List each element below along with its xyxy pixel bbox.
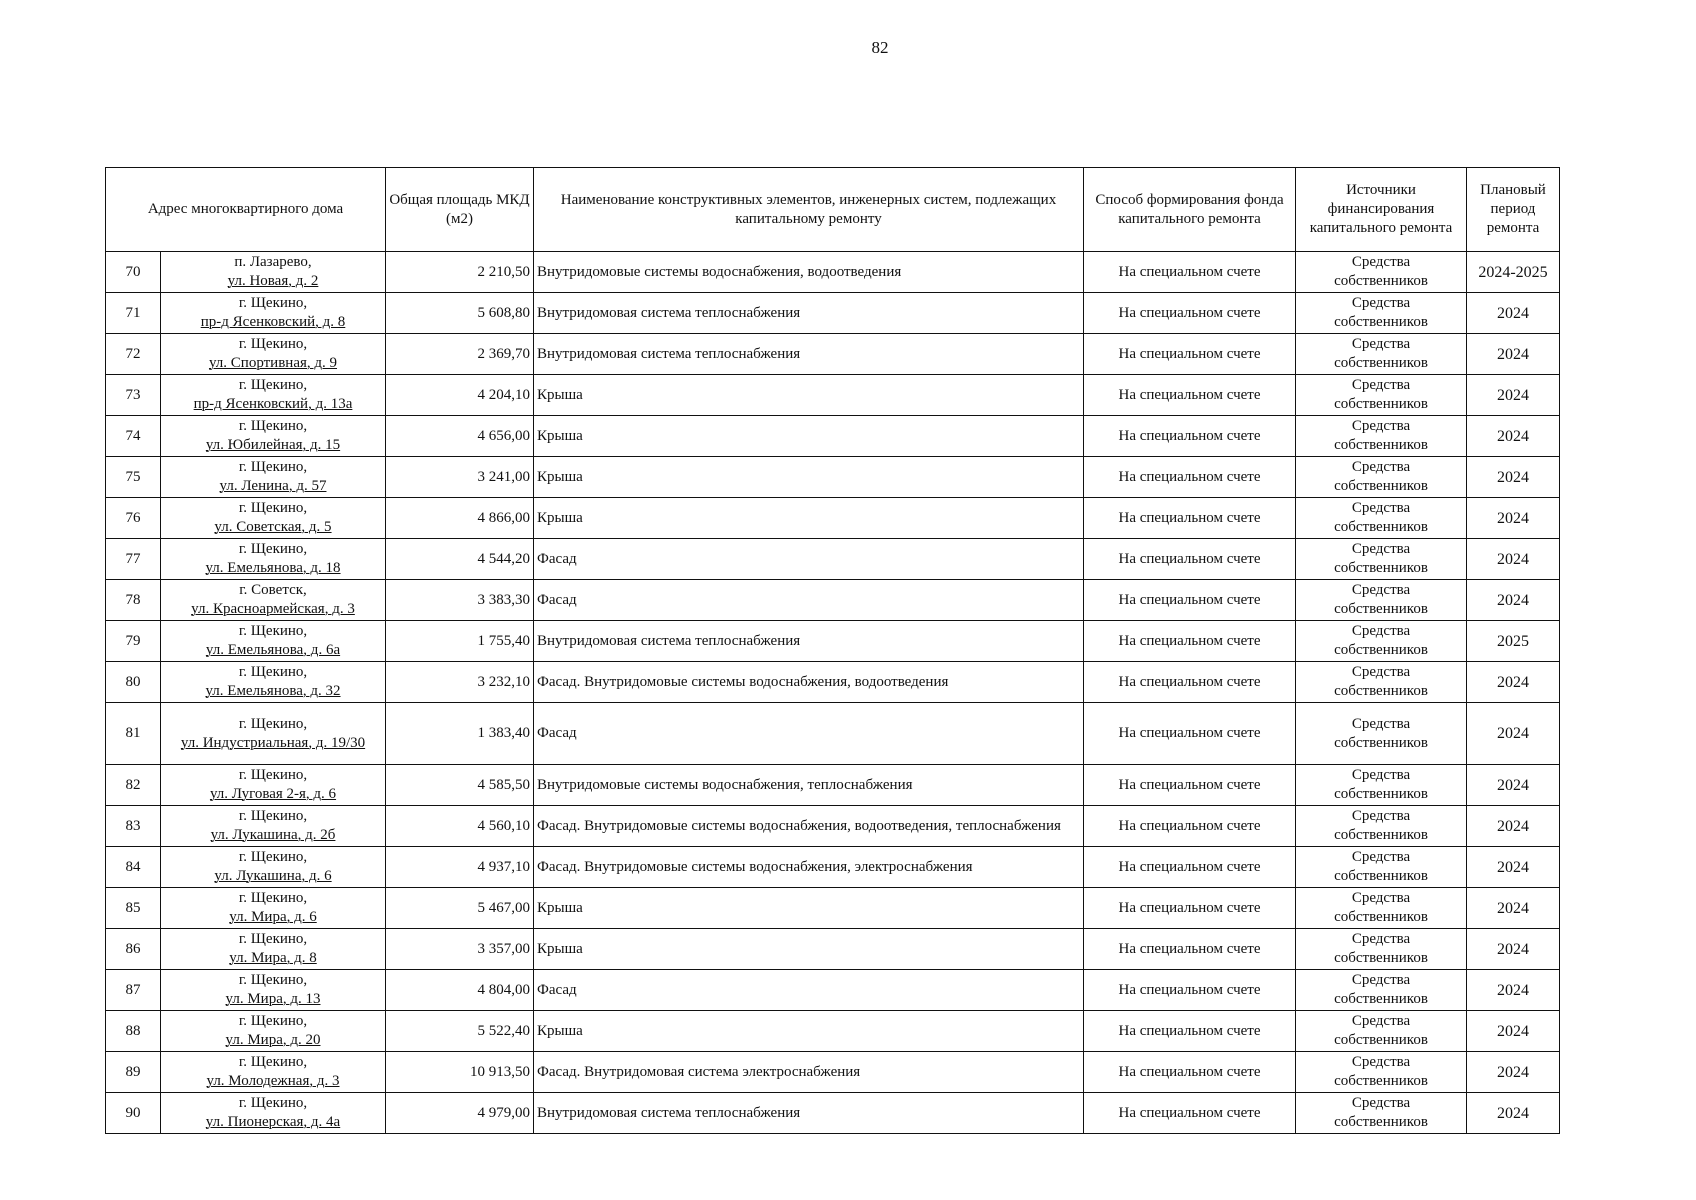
row-number: 89 (106, 1052, 161, 1093)
source-line-1: Средства (1351, 767, 1411, 783)
period-cell: 2024 (1467, 498, 1560, 539)
address-city: г. Щекино, (238, 715, 308, 732)
source-line-1: Средства (1351, 890, 1411, 906)
address-cell (161, 539, 386, 580)
elements-cell: Внутридомовая система теплоснабжения (534, 293, 1084, 334)
source-line-1: Средства (1351, 582, 1411, 598)
period-cell: 2024 (1467, 847, 1560, 888)
source-line-2: собственников (1334, 601, 1428, 617)
source-line-2: собственников (1334, 396, 1428, 412)
period-cell: 2024 (1467, 293, 1560, 334)
address-city: г. Щекино, (238, 849, 308, 865)
method-cell: На специальном счете (1084, 621, 1296, 662)
source-cell (1296, 765, 1467, 806)
source-line-2: собственников (1334, 950, 1428, 966)
address-street: ул. Спортивная, д. 9 (208, 355, 338, 371)
address-street: ул. Лукашина, д. 6 (214, 868, 332, 884)
source-cell (1296, 1093, 1467, 1134)
address-cell (161, 1052, 386, 1093)
source-line-1: Средства (1351, 336, 1411, 352)
period-cell: 2024 (1467, 457, 1560, 498)
period-cell: 2024 (1467, 929, 1560, 970)
address-cell (161, 580, 386, 621)
address-cell (161, 293, 386, 334)
source-cell (1296, 929, 1467, 970)
method-cell: На специальном счете (1084, 847, 1296, 888)
method-cell: На специальном счете (1084, 252, 1296, 293)
header-method: Способ формирования фонда капитального ремонта (1084, 168, 1296, 252)
source-line-2: собственников (1334, 478, 1428, 494)
address-city: г. Щекино, (238, 459, 308, 475)
table-row (106, 662, 1560, 703)
address-street: пр-д Ясенковский, д. 13а (193, 396, 353, 412)
row-number: 84 (106, 847, 161, 888)
period-cell: 2024 (1467, 703, 1560, 765)
address-city: г. Щекино, (238, 500, 308, 516)
row-number: 87 (106, 970, 161, 1011)
address-street: пр-д Ясенковский, д. 8 (200, 314, 346, 330)
address-city: г. Щекино, (238, 931, 308, 947)
source-cell (1296, 498, 1467, 539)
address-street: ул. Новая, д. 2 (227, 273, 319, 289)
source-line-2: собственников (1334, 786, 1428, 802)
row-number: 90 (106, 1093, 161, 1134)
address-cell (161, 970, 386, 1011)
period-cell: 2024 (1467, 662, 1560, 703)
address-city: г. Щекино, (238, 1054, 308, 1070)
row-number: 70 (106, 252, 161, 293)
area-cell: 1 755,40 (386, 621, 534, 662)
period-cell: 2024 (1467, 580, 1560, 621)
row-number: 77 (106, 539, 161, 580)
elements-cell: Крыша (534, 416, 1084, 457)
method-cell: На специальном счете (1084, 1052, 1296, 1093)
source-line-2: собственников (1334, 642, 1428, 658)
address-cell (161, 929, 386, 970)
address-cell (161, 847, 386, 888)
address-cell (161, 334, 386, 375)
area-cell: 3 241,00 (386, 457, 534, 498)
row-number: 83 (106, 806, 161, 847)
table-row (106, 539, 1560, 580)
source-line-1: Средства (1351, 972, 1411, 988)
area-cell: 4 656,00 (386, 416, 534, 457)
source-line-1: Средства (1351, 1054, 1411, 1070)
address-city: г. Щекино, (238, 418, 308, 434)
capital-repair-table (105, 167, 1560, 1134)
source-cell (1296, 375, 1467, 416)
period-cell: 2024 (1467, 375, 1560, 416)
source-line-1: Средства (1351, 1013, 1411, 1029)
address-city: г. Щекино, (238, 377, 308, 393)
address-cell (161, 806, 386, 847)
period-cell: 2024 (1467, 539, 1560, 580)
source-line-1: Средства (1351, 377, 1411, 393)
table-row (106, 457, 1560, 498)
source-line-2: собственников (1334, 273, 1428, 289)
source-cell (1296, 1011, 1467, 1052)
area-cell: 2 210,50 (386, 252, 534, 293)
area-cell: 4 937,10 (386, 847, 534, 888)
header-elements: Наименование конструктивных элементов, инженерных систем, подлежащих капитальному ремонту (534, 168, 1084, 252)
source-line-1: Средства (1351, 459, 1411, 475)
row-number: 76 (106, 498, 161, 539)
elements-cell: Крыша (534, 457, 1084, 498)
source-cell (1296, 539, 1467, 580)
address-cell (161, 888, 386, 929)
address-cell (161, 498, 386, 539)
source-line-2: собственников (1334, 827, 1428, 843)
source-cell (1296, 888, 1467, 929)
period-cell: 2024 (1467, 1052, 1560, 1093)
elements-cell: Крыша (534, 498, 1084, 539)
elements-cell: Фасад (534, 539, 1084, 580)
source-cell (1296, 1052, 1467, 1093)
source-line-1: Средства (1351, 931, 1411, 947)
address-street: ул. Ленина, д. 57 (219, 478, 327, 494)
method-cell: На специальном счете (1084, 806, 1296, 847)
source-line-2: собственников (1334, 1073, 1428, 1089)
area-cell: 4 560,10 (386, 806, 534, 847)
area-cell: 3 232,10 (386, 662, 534, 703)
address-street: ул. Советская, д. 5 (214, 519, 332, 535)
area-cell: 5 467,00 (386, 888, 534, 929)
address-city: г. Щекино, (238, 336, 308, 352)
address-cell (161, 662, 386, 703)
address-city: г. Щекино, (238, 1013, 308, 1029)
area-cell: 3 357,00 (386, 929, 534, 970)
source-cell (1296, 806, 1467, 847)
table-row (106, 1011, 1560, 1052)
header-area: Общая площадь МКД (м2) (386, 168, 534, 252)
period-cell: 2024 (1467, 1093, 1560, 1134)
address-street: ул. Мира, д. 6 (229, 909, 317, 925)
elements-cell: Внутридомовая система теплоснабжения (534, 1093, 1084, 1134)
table-row (106, 847, 1560, 888)
elements-cell: Фасад (534, 580, 1084, 621)
source-cell (1296, 293, 1467, 334)
elements-cell: Внутридомовые системы водоснабжения, теплоснабжения (534, 765, 1084, 806)
table-row (106, 498, 1560, 539)
area-cell: 5 608,80 (386, 293, 534, 334)
table-row (106, 1052, 1560, 1093)
source-line-2: собственников (1334, 519, 1428, 535)
elements-cell: Фасад. Внутридомовая система электроснабжения (534, 1052, 1084, 1093)
address-street: ул. Молодежная, д. 3 (206, 1073, 340, 1089)
row-number: 75 (106, 457, 161, 498)
address-street: ул. Емельянова, д. 18 (205, 560, 341, 576)
row-number: 88 (106, 1011, 161, 1052)
header-source: Источники финансирования капитального ремонта (1296, 168, 1467, 252)
source-line-1: Средства (1351, 254, 1411, 270)
address-city: г. Щекино, (238, 1095, 308, 1111)
source-line-2: собственников (1334, 1114, 1428, 1130)
source-cell (1296, 703, 1467, 765)
method-cell: На специальном счете (1084, 662, 1296, 703)
source-line-2: собственников (1334, 560, 1428, 576)
address-city: г. Советск, (239, 582, 307, 598)
row-number: 81 (106, 703, 161, 765)
area-cell: 3 383,30 (386, 580, 534, 621)
elements-cell: Фасад (534, 703, 1084, 765)
source-cell (1296, 662, 1467, 703)
source-line-1: Средства (1351, 500, 1411, 516)
source-line-2: собственников (1334, 734, 1428, 751)
row-number: 72 (106, 334, 161, 375)
source-line-2: собственников (1334, 909, 1428, 925)
method-cell: На специальном счете (1084, 580, 1296, 621)
address-street: ул. Мира, д. 13 (225, 991, 321, 1007)
source-cell (1296, 252, 1467, 293)
source-line-1: Средства (1351, 664, 1411, 680)
row-number: 80 (106, 662, 161, 703)
source-cell (1296, 847, 1467, 888)
table-row (106, 580, 1560, 621)
table-row (106, 621, 1560, 662)
address-street: ул. Луговая 2-я, д. 6 (209, 786, 337, 802)
area-cell: 5 522,40 (386, 1011, 534, 1052)
address-city: г. Щекино, (238, 541, 308, 557)
table-row (106, 765, 1560, 806)
address-cell (161, 703, 386, 765)
method-cell: На специальном счете (1084, 375, 1296, 416)
address-cell (161, 1093, 386, 1134)
period-cell: 2024 (1467, 970, 1560, 1011)
source-line-2: собственников (1334, 683, 1428, 699)
address-street: ул. Емельянова, д. 32 (205, 683, 341, 699)
address-street: ул. Красноармейская, д. 3 (191, 601, 355, 617)
address-street: ул. Юбилейная, д. 15 (205, 437, 341, 453)
address-street: ул. Мира, д. 8 (229, 950, 317, 966)
elements-cell: Крыша (534, 888, 1084, 929)
address-street: ул. Мира, д. 20 (225, 1032, 321, 1048)
address-cell (161, 621, 386, 662)
row-number: 71 (106, 293, 161, 334)
address-cell (161, 457, 386, 498)
elements-cell: Фасад. Внутридомовые системы водоснабжения, водоотведения, теплоснабжения (534, 806, 1084, 847)
source-line-1: Средства (1351, 295, 1411, 311)
header-address: Адрес многоквартирного дома (106, 168, 386, 252)
period-cell: 2025 (1467, 621, 1560, 662)
source-line-1: Средства (1351, 1095, 1411, 1111)
source-line-2: собственников (1334, 1032, 1428, 1048)
elements-cell: Фасад (534, 970, 1084, 1011)
source-cell (1296, 580, 1467, 621)
header-period: Плановый период ремонта (1467, 168, 1560, 252)
address-city: г. Щекино, (238, 808, 308, 824)
table-row (106, 806, 1560, 847)
table-header-row (106, 168, 1560, 252)
row-number: 73 (106, 375, 161, 416)
period-cell: 2024 (1467, 334, 1560, 375)
method-cell: На специальном счете (1084, 970, 1296, 1011)
address-city: г. Щекино, (238, 623, 308, 639)
table-row (106, 252, 1560, 293)
area-cell: 4 866,00 (386, 498, 534, 539)
source-line-1: Средства (1351, 623, 1411, 639)
row-number: 74 (106, 416, 161, 457)
period-cell: 2024 (1467, 888, 1560, 929)
area-cell: 1 383,40 (386, 703, 534, 765)
elements-cell: Крыша (534, 929, 1084, 970)
address-cell (161, 765, 386, 806)
address-cell (161, 252, 386, 293)
address-cell (161, 1011, 386, 1052)
method-cell: На специальном счете (1084, 703, 1296, 765)
source-cell (1296, 416, 1467, 457)
period-cell: 2024 (1467, 765, 1560, 806)
elements-cell: Внутридомовая система теплоснабжения (534, 621, 1084, 662)
source-line-1: Средства (1351, 715, 1411, 732)
method-cell: На специальном счете (1084, 765, 1296, 806)
area-cell: 10 913,50 (386, 1052, 534, 1093)
source-line-2: собственников (1334, 355, 1428, 371)
area-cell: 4 979,00 (386, 1093, 534, 1134)
area-cell: 4 804,00 (386, 970, 534, 1011)
source-cell (1296, 970, 1467, 1011)
table-row (106, 970, 1560, 1011)
method-cell: На специальном счете (1084, 929, 1296, 970)
source-cell (1296, 621, 1467, 662)
area-cell: 4 585,50 (386, 765, 534, 806)
table-row (106, 375, 1560, 416)
method-cell: На специальном счете (1084, 1011, 1296, 1052)
area-cell: 2 369,70 (386, 334, 534, 375)
elements-cell: Внутридомовые системы водоснабжения, водоотведения (534, 252, 1084, 293)
elements-cell: Крыша (534, 1011, 1084, 1052)
source-line-2: собственников (1334, 314, 1428, 330)
table-row (106, 334, 1560, 375)
page-number: 82 (871, 38, 889, 57)
method-cell: На специальном счете (1084, 1093, 1296, 1134)
period-cell: 2024 (1467, 416, 1560, 457)
elements-cell: Внутридомовая система теплоснабжения (534, 334, 1084, 375)
table-row (106, 416, 1560, 457)
address-cell (161, 416, 386, 457)
period-cell: 2024 (1467, 806, 1560, 847)
period-cell: 2024-2025 (1467, 252, 1560, 293)
source-line-1: Средства (1351, 808, 1411, 824)
source-line-1: Средства (1351, 418, 1411, 434)
address-street: ул. Лукашина, д. 2б (210, 827, 336, 843)
method-cell: На специальном счете (1084, 888, 1296, 929)
method-cell: На специальном счете (1084, 498, 1296, 539)
method-cell: На специальном счете (1084, 416, 1296, 457)
elements-cell: Фасад. Внутридомовые системы водоснабжения, электроснабжения (534, 847, 1084, 888)
address-city: п. Лазарево, (234, 254, 312, 270)
method-cell: На специальном счете (1084, 539, 1296, 580)
area-cell: 4 544,20 (386, 539, 534, 580)
row-number: 86 (106, 929, 161, 970)
source-line-2: собственников (1334, 437, 1428, 453)
source-line-1: Средства (1351, 849, 1411, 865)
row-number: 79 (106, 621, 161, 662)
period-cell: 2024 (1467, 1011, 1560, 1052)
elements-cell: Крыша (534, 375, 1084, 416)
source-line-2: собственников (1334, 991, 1428, 1007)
table-row (106, 703, 1560, 765)
table-row (106, 293, 1560, 334)
source-cell (1296, 334, 1467, 375)
table-body (106, 252, 1560, 1134)
source-cell (1296, 457, 1467, 498)
row-number: 78 (106, 580, 161, 621)
source-line-1: Средства (1351, 541, 1411, 557)
table-row (106, 929, 1560, 970)
method-cell: На специальном счете (1084, 457, 1296, 498)
row-number: 82 (106, 765, 161, 806)
address-city: г. Щекино, (238, 767, 308, 783)
method-cell: На специальном счете (1084, 293, 1296, 334)
address-cell (161, 375, 386, 416)
elements-cell: Фасад. Внутридомовые системы водоснабжения, водоотведения (534, 662, 1084, 703)
address-city: г. Щекино, (238, 664, 308, 680)
address-street: ул. Емельянова, д. 6а (205, 642, 341, 658)
method-cell: На специальном счете (1084, 334, 1296, 375)
address-city: г. Щекино, (238, 972, 308, 988)
address-street: ул. Индустриальная, д. 19/30 (180, 734, 366, 751)
address-city: г. Щекино, (238, 890, 308, 906)
source-line-2: собственников (1334, 868, 1428, 884)
area-cell: 4 204,10 (386, 375, 534, 416)
table-row (106, 888, 1560, 929)
address-city: г. Щекино, (238, 295, 308, 311)
row-number: 85 (106, 888, 161, 929)
table-row (106, 1093, 1560, 1134)
address-street: ул. Пионерская, д. 4а (205, 1114, 341, 1130)
